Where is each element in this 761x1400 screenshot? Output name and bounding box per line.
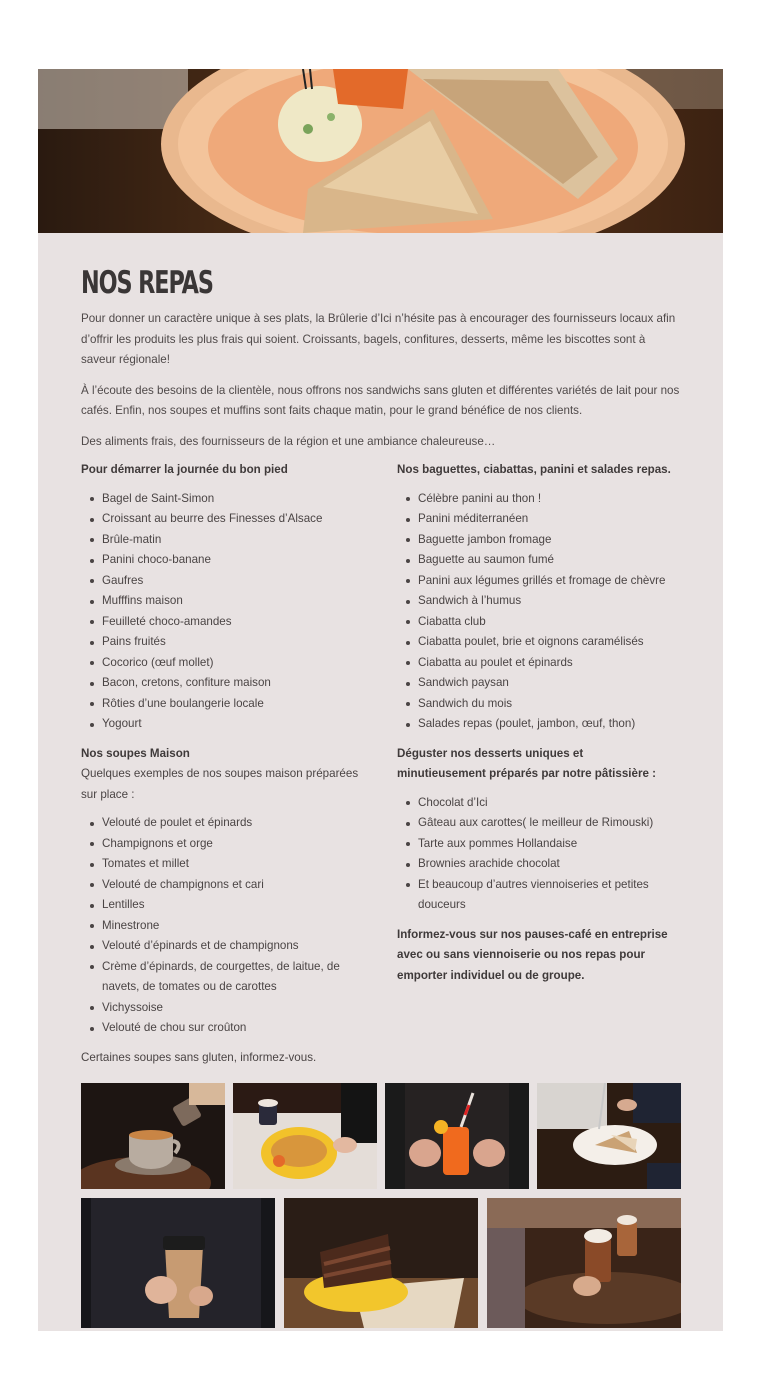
list-item: Gâteau aux carottes( le meilleur de Rimouski) <box>397 813 669 834</box>
list-item: Panini aux légumes grillés et fromage de chèvre <box>397 571 681 592</box>
soups-intro: Quelques exemples de nos soupes maison préparées sur place : <box>81 767 359 801</box>
right-column <box>397 460 681 1068</box>
meals-content <box>81 265 681 1068</box>
list-item: Tomates et millet <box>81 854 371 875</box>
list-item: Champignons et orge <box>81 834 371 855</box>
list-item: Velouté de champignons et cari <box>81 875 371 896</box>
breakfast-plate-photo <box>233 1083 377 1189</box>
list-item: Croissant au beurre des Finesses d’Alsace <box>81 509 397 530</box>
list-item: Yogourt <box>81 714 397 735</box>
list-item: Velouté d’épinards et de champignons <box>81 936 371 957</box>
chocolate-cake-photo <box>284 1198 478 1328</box>
list-item: Vichyssoise <box>81 998 371 1019</box>
list-item: Ciabatta poulet, brie et oignons caramélisés <box>397 632 681 653</box>
breakfast-list <box>81 489 397 735</box>
soups-heading: Nos soupes Maison <box>81 746 190 760</box>
breakfast-heading: Pour démarrer la journée du bon pied <box>81 463 288 476</box>
list-item: Salades repas (poulet, jambon, œuf, thon) <box>397 714 681 735</box>
list-item: Baguette au saumon fumé <box>397 550 681 571</box>
list-item: Velouté de poulet et épinards <box>81 813 371 834</box>
orange-drink-photo <box>385 1083 529 1189</box>
hot-chocolate-photo <box>487 1198 681 1328</box>
meals-card <box>38 69 723 1331</box>
list-item: Chocolat d’Ici <box>397 793 669 814</box>
list-item: Brûle-matin <box>81 530 397 551</box>
list-item: Panini choco-banane <box>81 550 397 571</box>
list-item: Baguette jambon fromage <box>397 530 681 551</box>
menu-columns <box>81 460 681 1068</box>
list-item: Mufffins maison <box>81 591 397 612</box>
photo-gallery <box>81 1083 681 1328</box>
list-item: Cocorico (œuf mollet) <box>81 653 397 674</box>
list-item: Lentilles <box>81 895 371 916</box>
list-item: Bacon, cretons, confiture maison <box>81 673 397 694</box>
list-item: Ciabatta au poulet et épinards <box>397 653 681 674</box>
list-item: Panini méditerranéen <box>397 509 681 530</box>
list-item: Et beaucoup d’autres viennoiseries et petites douceurs <box>397 875 669 916</box>
list-item: Brownies arachide chocolat <box>397 854 669 875</box>
list-item: Feuilleté choco-amandes <box>81 612 397 633</box>
page-title: NOS REPAS <box>81 265 213 301</box>
coffee-pour-photo <box>81 1083 225 1189</box>
list-item: Minestrone <box>81 916 371 937</box>
list-item: Sandwich à l’humus <box>397 591 681 612</box>
list-item: Gaufres <box>81 571 397 592</box>
list-item: Sandwich paysan <box>397 673 681 694</box>
gallery-row-2 <box>81 1198 681 1328</box>
sandwiches-heading: Nos baguettes, ciabattas, panini et salades repas. <box>397 463 671 476</box>
sandwich-plate-photo <box>537 1083 681 1189</box>
list-item: Crème d’épinards, de courgettes, de laitue, de navets, de tomates ou de carottes <box>81 957 371 998</box>
sandwiches-list <box>397 489 681 735</box>
list-item: Ciabatta club <box>397 612 681 633</box>
catering-note: Informez-vous sur nos pauses-café en entreprise avec ou sans viennoiserie ou nos repas pour emporter individuel ou de groupe. <box>397 927 668 982</box>
list-item: Rôties d’une boulangerie locale <box>81 694 397 715</box>
list-item: Célèbre panini au thon ! <box>397 489 681 510</box>
desserts-heading: Déguster nos desserts uniques et minutieusement préparés par notre pâtissière : <box>397 746 657 780</box>
desserts-list <box>397 793 669 916</box>
soups-note: Certaines soupes sans gluten, informez-vous. <box>81 1050 317 1064</box>
list-item: Velouté de chou sur croûton <box>81 1018 371 1039</box>
intro-paragraph-1: Pour donner un caractère unique à ses plats, la Brûlerie d’Ici n’hésite pas à encourager des fournisseurs locaux afin d’offrir les produits les plus frais qui soient. Croissants, bagels, confitures, desserts, même les biscottes sont à saveur régionale! <box>81 312 676 366</box>
gallery-row-1 <box>81 1083 681 1189</box>
soups-list <box>81 813 371 1039</box>
left-column <box>81 460 397 1068</box>
list-item: Bagel de Saint-Simon <box>81 489 397 510</box>
list-item: Tarte aux pommes Hollandaise <box>397 834 669 855</box>
intro-paragraph-2: À l’écoute des besoins de la clientèle, nous offrons nos sandwichs sans gluten et différentes variétés de lait pour nos cafés. Enfin, nos soupes et muffins sont faits chaque matin, pour le grand bénéfice de nos clients. <box>81 383 680 417</box>
list-item: Sandwich du mois <box>397 694 681 715</box>
list-item: Pains fruités <box>81 632 397 653</box>
hero-image <box>38 69 723 233</box>
takeaway-cup-photo <box>81 1198 275 1328</box>
intro-paragraph-3: Des aliments frais, des fournisseurs de la région et une ambiance chaleureuse… <box>81 434 496 448</box>
